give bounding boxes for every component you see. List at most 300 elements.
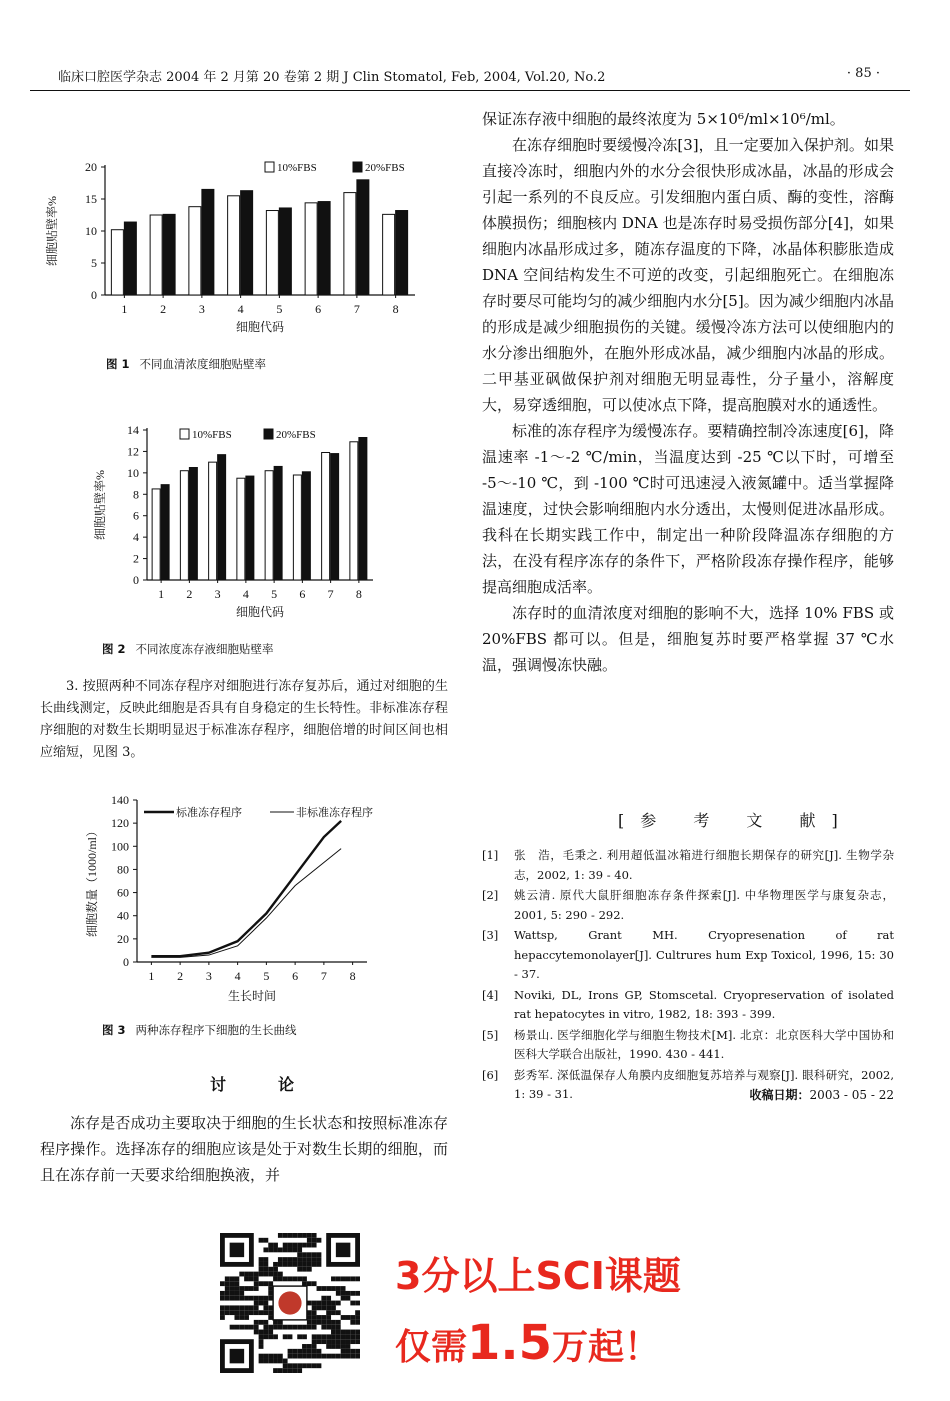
legend-label: 10%FBS bbox=[192, 429, 232, 441]
qr-module bbox=[273, 1267, 278, 1272]
qr-module bbox=[268, 1247, 273, 1252]
y-tick-label: 80 bbox=[117, 862, 129, 877]
bar-10fbs bbox=[322, 453, 330, 581]
reference-text: 姚云清. 原代大鼠肝细胞冻存条件探索[J]. 中华物理医学与康复杂志，2001, 5: 290 - 292. bbox=[514, 888, 894, 922]
qr-module bbox=[278, 1276, 283, 1281]
qr-module bbox=[288, 1262, 293, 1267]
bar-20fbs bbox=[124, 222, 136, 295]
bar-20fbs bbox=[302, 472, 310, 580]
qr-module bbox=[355, 1339, 360, 1344]
qr-module bbox=[263, 1301, 268, 1306]
figure-3-label: 图 3 bbox=[102, 1023, 126, 1037]
bar-10fbs bbox=[180, 471, 188, 580]
qr-module bbox=[297, 1368, 302, 1373]
qr-module bbox=[292, 1325, 297, 1330]
qr-module bbox=[326, 1310, 331, 1315]
x-tick-label: 5 bbox=[263, 969, 270, 983]
qr-module bbox=[263, 1320, 268, 1325]
x-axis-label: 生长时间 bbox=[227, 989, 277, 1003]
qr-module bbox=[263, 1330, 268, 1335]
right-paragraph-1: 在冻存细胞时要缓慢冷冻[3]，且一定要加入保护剂。如果直接冷冻时，细胞内外的水分会很快形成冰晶，冰晶的形成会引起一系列的不良反应。引发细胞内蛋白质、酶的变性，溶酶体膜损伤；细胞核内 DNA 也是冻存时易受损伤部分[4]，如果细胞内冰晶形成过多，随冻存温度的下降，冰晶体积膨胀造成 DNA 空间结构发生不可逆的改变，引起细胞死亡。在细胞冻存时要尽可能均匀的减少细胞内水分[5]。因为减少细胞内冰晶的形成是减少细胞损伤的关键。缓慢冷冻方法可以使细胞内的水分渗出细胞外，在胞外形成冰晶，减少细胞内冰晶的形成。二甲基亚砜做保护剂对细胞无明显毒性，分子量小，溶解度大，易穿透细胞，可以使冰点下降，提高胞膜对水的通透性。 bbox=[482, 136, 894, 414]
qr-module bbox=[302, 1262, 307, 1267]
x-tick-label: 1 bbox=[121, 302, 128, 316]
bar-20fbs bbox=[161, 485, 169, 580]
qr-module bbox=[312, 1238, 317, 1243]
qr-module bbox=[278, 1359, 283, 1364]
qr-module bbox=[331, 1305, 336, 1310]
ad-headline: 3分以上SCI课题 bbox=[395, 1254, 681, 1298]
qr-module bbox=[259, 1310, 264, 1315]
qr-module bbox=[336, 1310, 341, 1315]
reference-number: [1] bbox=[482, 848, 499, 862]
x-tick-label: 8 bbox=[392, 302, 399, 316]
qr-module bbox=[230, 1291, 235, 1296]
qr-module bbox=[288, 1363, 293, 1368]
qr-module bbox=[263, 1267, 268, 1272]
qr-module bbox=[297, 1354, 302, 1359]
x-tick-label: 7 bbox=[320, 969, 327, 983]
qr-module bbox=[312, 1334, 317, 1339]
qr-module bbox=[292, 1363, 297, 1368]
bar-20fbs bbox=[357, 180, 369, 295]
qr-module bbox=[307, 1325, 312, 1330]
qr-module bbox=[263, 1281, 268, 1286]
bar-20fbs bbox=[331, 454, 339, 580]
qr-module bbox=[297, 1363, 302, 1368]
legend-swatch bbox=[353, 162, 362, 172]
page-number: · 85 · bbox=[846, 66, 880, 81]
qr-module bbox=[268, 1267, 273, 1272]
qr-module bbox=[225, 1281, 230, 1286]
qr-module bbox=[259, 1339, 264, 1344]
qr-module bbox=[307, 1281, 312, 1286]
bar-10fbs bbox=[228, 196, 240, 295]
x-tick-label: 2 bbox=[186, 587, 193, 601]
qr-module bbox=[312, 1344, 317, 1349]
x-tick-label: 1 bbox=[158, 587, 165, 601]
qr-module bbox=[331, 1301, 336, 1306]
qr-module bbox=[312, 1233, 317, 1238]
qr-module bbox=[302, 1267, 307, 1272]
qr-module bbox=[239, 1291, 244, 1296]
qr-finder-core bbox=[230, 1243, 244, 1257]
qr-module bbox=[341, 1339, 346, 1344]
qr-module bbox=[273, 1243, 278, 1248]
bar-20fbs bbox=[246, 476, 254, 580]
figure-3-caption-text: 两种冻存程序下细胞的生长曲线 bbox=[135, 1023, 297, 1037]
received-label: 收稿日期： bbox=[749, 1088, 810, 1102]
qr-module bbox=[350, 1301, 355, 1306]
qr-module bbox=[239, 1272, 244, 1277]
qr-module bbox=[239, 1296, 244, 1301]
bar-10fbs bbox=[237, 478, 245, 580]
qr-module bbox=[288, 1233, 293, 1238]
legend-swatch bbox=[264, 429, 273, 439]
qr-module bbox=[249, 1296, 254, 1301]
qr-module bbox=[341, 1330, 346, 1335]
qr-module bbox=[283, 1325, 288, 1330]
qr-module bbox=[259, 1344, 264, 1349]
qr-module bbox=[307, 1320, 312, 1325]
qr-module bbox=[326, 1325, 331, 1330]
x-tick-label: 5 bbox=[271, 587, 278, 601]
qr-module bbox=[350, 1354, 355, 1359]
reference-text: Wattsp, Grant MH. Cryopresenation of rat hepaccytemonolayer[J]. Cultrures hum Exp Toxicol, 1996, 15: 30 - 37. bbox=[514, 928, 894, 981]
qr-module bbox=[230, 1305, 235, 1310]
qr-module bbox=[321, 1325, 326, 1330]
qr-module bbox=[346, 1334, 351, 1339]
qr-module bbox=[259, 1281, 264, 1286]
qr-module bbox=[259, 1330, 264, 1335]
qr-module bbox=[259, 1272, 264, 1277]
qr-module bbox=[341, 1354, 346, 1359]
qr-module bbox=[326, 1296, 331, 1301]
qr-finder-core bbox=[336, 1243, 350, 1257]
qr-module bbox=[317, 1301, 322, 1306]
qr-module bbox=[350, 1339, 355, 1344]
qr-module bbox=[312, 1349, 317, 1354]
qr-module bbox=[244, 1276, 249, 1281]
qr-module bbox=[297, 1257, 302, 1262]
x-tick-label: 7 bbox=[327, 587, 334, 601]
reference-item bbox=[482, 926, 894, 985]
qr-module bbox=[249, 1310, 254, 1315]
qr-module bbox=[259, 1296, 264, 1301]
qr-module bbox=[346, 1330, 351, 1335]
legend-label: 10%FBS bbox=[277, 162, 317, 174]
y-tick-label: 20 bbox=[117, 931, 129, 946]
qr-module bbox=[312, 1354, 317, 1359]
figure-1-chart bbox=[40, 155, 440, 345]
qr-module bbox=[220, 1291, 225, 1296]
qr-module bbox=[336, 1339, 341, 1344]
reference-text: 彭秀军. 深低温保存人角膜内皮细胞复苏培养与观察[J]. 眼科研究，2002, 1: 39 - 31. bbox=[514, 1067, 894, 1101]
figure-2-caption bbox=[102, 641, 274, 657]
qr-module bbox=[259, 1301, 264, 1306]
qr-module bbox=[307, 1363, 312, 1368]
x-tick-label: 8 bbox=[349, 969, 356, 983]
bar-10fbs bbox=[383, 214, 395, 295]
legend-swatch bbox=[180, 429, 189, 439]
header-rule bbox=[30, 90, 910, 91]
ad-banner[interactable] bbox=[220, 1233, 740, 1393]
qr-module bbox=[331, 1320, 336, 1325]
qr-module bbox=[321, 1320, 326, 1325]
qr-module bbox=[230, 1281, 235, 1286]
qr-module bbox=[302, 1334, 307, 1339]
qr-module bbox=[268, 1325, 273, 1330]
qr-module bbox=[254, 1286, 259, 1291]
qr-module bbox=[302, 1233, 307, 1238]
qr-module bbox=[259, 1257, 264, 1262]
qr-module bbox=[263, 1305, 268, 1310]
qr-module bbox=[297, 1233, 302, 1238]
qr-module bbox=[326, 1334, 331, 1339]
bar-20fbs bbox=[318, 202, 330, 295]
qr-module bbox=[331, 1325, 336, 1330]
qr-module bbox=[331, 1276, 336, 1281]
qr-module bbox=[321, 1354, 326, 1359]
qr-module bbox=[259, 1359, 264, 1364]
qr-module bbox=[278, 1247, 283, 1252]
qr-module bbox=[302, 1243, 307, 1248]
qr-module bbox=[244, 1286, 249, 1291]
y-tick-label: 0 bbox=[133, 573, 139, 587]
y-tick-label: 100 bbox=[111, 839, 129, 854]
received-date-value: 2003 - 05 - 22 bbox=[809, 1088, 894, 1102]
qr-module bbox=[225, 1296, 230, 1301]
reference-text: 张 浩，毛秉之. 利用超低温冰箱进行细胞长期保存的研究[J]. 生物学杂志，2002, 1: 39 - 40. bbox=[514, 848, 894, 882]
qr-module bbox=[336, 1344, 341, 1349]
x-tick-label: 4 bbox=[242, 587, 249, 601]
qr-module bbox=[249, 1305, 254, 1310]
y-tick-label: 20 bbox=[85, 160, 97, 174]
qr-module bbox=[355, 1291, 360, 1296]
y-tick-label: 0 bbox=[123, 955, 129, 969]
qr-module bbox=[254, 1272, 259, 1277]
qr-module bbox=[307, 1354, 312, 1359]
qr-module bbox=[263, 1354, 268, 1359]
bar-20fbs bbox=[279, 208, 291, 295]
right-column-text bbox=[482, 106, 894, 678]
qr-module bbox=[302, 1344, 307, 1349]
qr-module bbox=[297, 1252, 302, 1257]
qr-module bbox=[225, 1291, 230, 1296]
qr-module bbox=[268, 1330, 273, 1335]
qr-module bbox=[331, 1310, 336, 1315]
x-tick-label: 6 bbox=[292, 969, 299, 983]
qr-module bbox=[273, 1325, 278, 1330]
qr-module bbox=[336, 1320, 341, 1325]
figure-2 bbox=[80, 420, 400, 625]
y-tick-label: 4 bbox=[133, 530, 139, 545]
qr-module bbox=[297, 1334, 302, 1339]
qr-module bbox=[302, 1276, 307, 1281]
qr-module bbox=[278, 1257, 283, 1262]
qr-module bbox=[302, 1281, 307, 1286]
qr-module bbox=[254, 1276, 259, 1281]
qr-module bbox=[331, 1354, 336, 1359]
bar-20fbs bbox=[202, 189, 214, 295]
qr-module bbox=[302, 1325, 307, 1330]
qr-module bbox=[317, 1262, 322, 1267]
qr-module bbox=[341, 1276, 346, 1281]
qr-module bbox=[292, 1233, 297, 1238]
qr-module bbox=[292, 1257, 297, 1262]
qr-module bbox=[355, 1334, 360, 1339]
qr-module bbox=[273, 1276, 278, 1281]
qr-module bbox=[336, 1334, 341, 1339]
qr-module bbox=[259, 1238, 264, 1243]
qr-module bbox=[350, 1320, 355, 1325]
qr-module bbox=[307, 1252, 312, 1257]
qr-module bbox=[234, 1281, 239, 1286]
figure-1 bbox=[40, 155, 440, 345]
bar-20fbs bbox=[274, 466, 282, 580]
y-tick-label: 140 bbox=[111, 793, 129, 807]
qr-module bbox=[259, 1267, 264, 1272]
qr-module bbox=[234, 1325, 239, 1330]
qr-module bbox=[292, 1349, 297, 1354]
qr-module bbox=[312, 1339, 317, 1344]
qr-module bbox=[239, 1315, 244, 1320]
qr-module bbox=[307, 1344, 312, 1349]
figure-2-caption-text: 不同浓度冻存液细胞贴壁率 bbox=[135, 642, 274, 656]
qr-module bbox=[283, 1247, 288, 1252]
qr-module bbox=[326, 1344, 331, 1349]
y-axis-label: 细胞数量（1000/ml） bbox=[85, 824, 99, 938]
bar-10fbs bbox=[152, 489, 160, 580]
qr-module bbox=[220, 1305, 225, 1310]
qr-module bbox=[234, 1310, 239, 1315]
qr-module bbox=[355, 1310, 360, 1315]
qr-module bbox=[239, 1325, 244, 1330]
qr-module bbox=[263, 1310, 268, 1315]
qr-module bbox=[307, 1349, 312, 1354]
qr-module bbox=[307, 1233, 312, 1238]
qr-module bbox=[268, 1281, 273, 1286]
bar-20fbs bbox=[189, 468, 197, 581]
y-tick-label: 40 bbox=[117, 908, 129, 923]
qr-module bbox=[225, 1276, 230, 1281]
qr-module bbox=[273, 1354, 278, 1359]
qr-module bbox=[230, 1310, 235, 1315]
qr-module bbox=[220, 1281, 225, 1286]
qr-module bbox=[326, 1320, 331, 1325]
received-date bbox=[750, 1086, 894, 1103]
qr-module bbox=[263, 1257, 268, 1262]
qr-code-icon[interactable] bbox=[220, 1233, 360, 1373]
qr-module bbox=[355, 1320, 360, 1325]
discussion-paragraph-1 bbox=[40, 1110, 448, 1188]
qr-module bbox=[225, 1305, 230, 1310]
qr-module bbox=[350, 1276, 355, 1281]
bar-10fbs bbox=[209, 462, 217, 580]
qr-module bbox=[350, 1334, 355, 1339]
qr-module bbox=[336, 1286, 341, 1291]
qr-module bbox=[307, 1257, 312, 1262]
qr-module bbox=[263, 1272, 268, 1277]
discussion-heading: 讨 论 bbox=[210, 1075, 313, 1094]
qr-module bbox=[244, 1272, 249, 1277]
reference-item bbox=[482, 986, 894, 1025]
x-tick-label: 3 bbox=[198, 302, 205, 316]
qr-module bbox=[273, 1334, 278, 1339]
qr-module bbox=[302, 1363, 307, 1368]
qr-module bbox=[331, 1330, 336, 1335]
qr-module bbox=[312, 1252, 317, 1257]
qr-module bbox=[278, 1368, 283, 1373]
qr-module bbox=[297, 1325, 302, 1330]
qr-module bbox=[288, 1243, 293, 1248]
qr-module bbox=[355, 1276, 360, 1281]
qr-module bbox=[302, 1349, 307, 1354]
qr-module bbox=[288, 1257, 293, 1262]
qr-module bbox=[263, 1262, 268, 1267]
qr-module bbox=[312, 1281, 317, 1286]
qr-module bbox=[331, 1344, 336, 1349]
figure-1-label: 图 1 bbox=[106, 357, 130, 371]
running-header bbox=[30, 66, 910, 90]
qr-module bbox=[326, 1339, 331, 1344]
qr-module bbox=[259, 1262, 264, 1267]
qr-module bbox=[346, 1354, 351, 1359]
qr-module bbox=[346, 1276, 351, 1281]
qr-module bbox=[263, 1359, 268, 1364]
qr-module bbox=[292, 1262, 297, 1267]
qr-module bbox=[312, 1262, 317, 1267]
x-tick-label: 5 bbox=[276, 302, 283, 316]
x-tick-label: 3 bbox=[205, 969, 212, 983]
qr-module bbox=[249, 1325, 254, 1330]
y-axis-label: 细胞贴壁率% bbox=[93, 470, 107, 540]
qr-module bbox=[317, 1339, 322, 1344]
bar-20fbs bbox=[218, 455, 226, 580]
ad-price-number: 1.5 bbox=[467, 1315, 553, 1371]
x-tick-label: 6 bbox=[299, 587, 306, 601]
bar-10fbs bbox=[293, 475, 301, 580]
bar-20fbs bbox=[396, 211, 408, 295]
qr-finder-core bbox=[230, 1349, 244, 1363]
qr-module bbox=[355, 1354, 360, 1359]
ad-price-line bbox=[395, 1315, 660, 1371]
bar-20fbs bbox=[359, 438, 367, 581]
figure-3-caption bbox=[102, 1022, 297, 1038]
qr-module bbox=[346, 1349, 351, 1354]
qr-module bbox=[350, 1330, 355, 1335]
qr-module bbox=[249, 1272, 254, 1277]
y-tick-label: 0 bbox=[91, 288, 97, 302]
qr-module bbox=[263, 1247, 268, 1252]
qr-logo-mark bbox=[278, 1291, 301, 1314]
qr-module bbox=[341, 1349, 346, 1354]
reference-text: Noviki, DL, Irons GP, Stomscetal. Cryopreservation of isolated rat hepatocytes in vitro, 1982, 18: 393 - 399. bbox=[514, 987, 894, 1021]
qr-module bbox=[273, 1247, 278, 1252]
qr-module bbox=[326, 1315, 331, 1320]
qr-module bbox=[259, 1320, 264, 1325]
x-axis-label: 细胞代码 bbox=[235, 320, 285, 334]
qr-module bbox=[283, 1233, 288, 1238]
x-tick-label: 8 bbox=[355, 587, 362, 601]
qr-module bbox=[336, 1330, 341, 1335]
qr-module bbox=[317, 1354, 322, 1359]
qr-module bbox=[220, 1310, 225, 1315]
reference-item bbox=[482, 886, 894, 925]
qr-module bbox=[263, 1334, 268, 1339]
qr-module bbox=[254, 1305, 259, 1310]
qr-module bbox=[254, 1325, 259, 1330]
legend-label: 标准冻存程序 bbox=[176, 807, 242, 819]
references-heading: [参 考 文 献] bbox=[618, 811, 854, 830]
qr-module bbox=[273, 1368, 278, 1373]
qr-module bbox=[249, 1286, 254, 1291]
qr-module bbox=[230, 1276, 235, 1281]
qr-module bbox=[263, 1238, 268, 1243]
x-axis-label: 细胞代码 bbox=[235, 605, 285, 619]
qr-module bbox=[326, 1286, 331, 1291]
x-tick-label: 2 bbox=[177, 969, 184, 983]
qr-module bbox=[307, 1267, 312, 1272]
qr-module bbox=[234, 1315, 239, 1320]
right-paragraph-2: 标准的冻存程序为缓慢冻存。要精确控制冷冻速度[6]，降温速率 -1～-2 ℃/min，当温度达到 -25 ℃以下时，可增至 -5～-10 ℃，到 -100 ℃时可迅速浸入液氮罐中。适当掌握降温速度，过快会影响细胞内水分透出，太慢则促进冰晶形成。我科在长期实践工作中，制定出一种阶段降温冻存细胞的方法，在没有程序冻存的条件下，严格阶段冻存操作程序，能够提高细胞成活率。 bbox=[482, 422, 894, 596]
qr-module bbox=[297, 1262, 302, 1267]
qr-module bbox=[239, 1286, 244, 1291]
qr-module bbox=[317, 1315, 322, 1320]
qr-module bbox=[268, 1359, 273, 1364]
qr-module bbox=[292, 1276, 297, 1281]
qr-module bbox=[350, 1291, 355, 1296]
x-tick-label: 2 bbox=[160, 302, 167, 316]
